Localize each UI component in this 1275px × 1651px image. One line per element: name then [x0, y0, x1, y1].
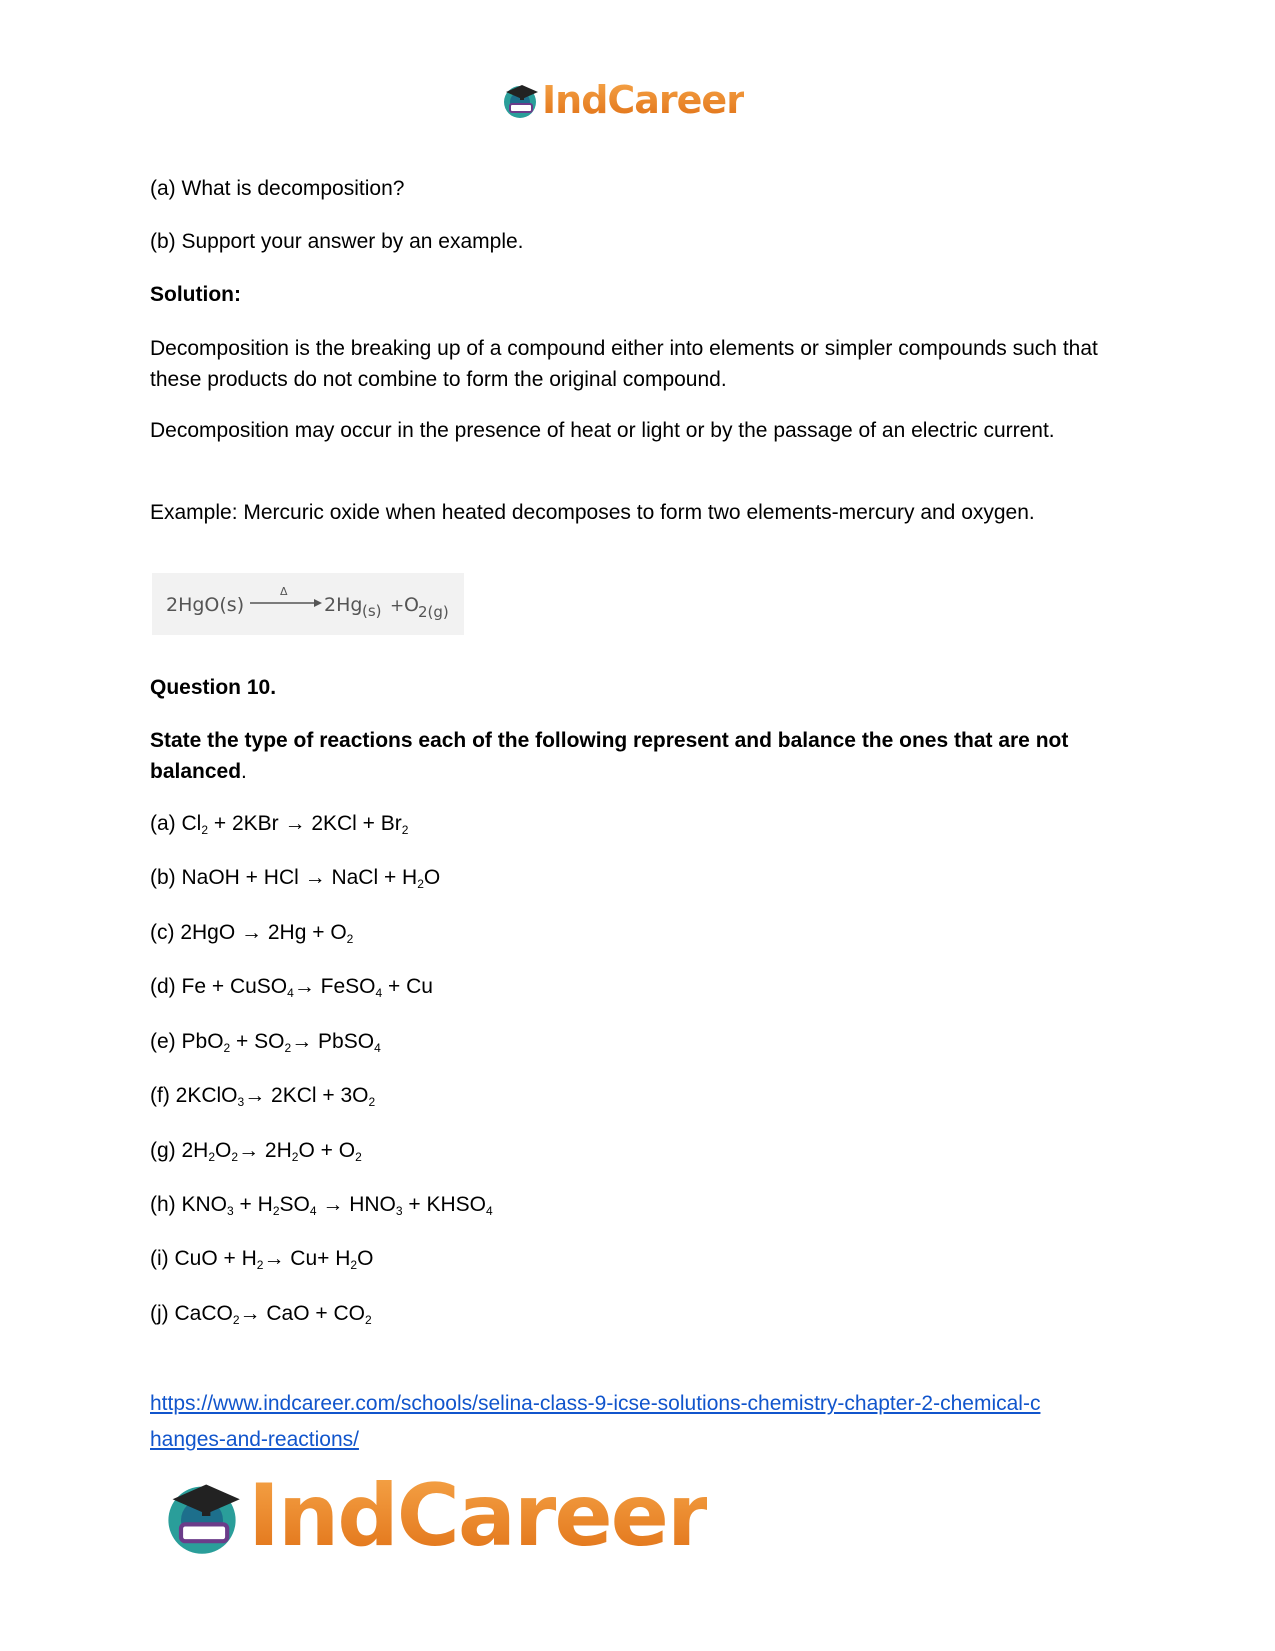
- logo-wordmark: IndCareer: [248, 1466, 708, 1566]
- reaction-item: [150, 917, 1130, 948]
- reaction-text: NaOH + HCl → NaCl + H: [175, 866, 418, 889]
- reaction-item: [150, 862, 1130, 893]
- reaction-item: [150, 1298, 1130, 1329]
- reaction-item: [150, 1080, 1130, 1111]
- equation-plus: +: [390, 596, 405, 616]
- reaction-label: (c): [150, 921, 175, 944]
- header-logo: [500, 78, 744, 122]
- reaction-label: (i): [150, 1247, 169, 1270]
- reaction-subscript: 2: [350, 1258, 358, 1272]
- reaction-text: → FeSO: [293, 975, 376, 998]
- reaction-subscript: 2: [284, 1041, 292, 1055]
- equation-condition: Δ: [280, 585, 288, 598]
- reaction-text: + SO: [230, 1030, 285, 1053]
- question-10-title: Question 10.: [150, 676, 277, 699]
- reaction-text: O: [357, 1247, 374, 1270]
- reaction-text: Fe + CuSO: [175, 975, 288, 998]
- question-10-prompt-end: .: [241, 760, 247, 783]
- reaction-item: [150, 808, 1130, 839]
- reaction-text: 2HgO → 2Hg + O: [174, 921, 347, 944]
- reaction-subscript: 3: [395, 1204, 403, 1218]
- reaction-subscript: 4: [486, 1204, 493, 1218]
- graduation-cap-globe-icon: [500, 80, 540, 120]
- reaction-subscript: 4: [375, 986, 383, 1000]
- reaction-text: + H: [233, 1193, 273, 1216]
- reaction-label: (g): [150, 1139, 176, 1162]
- source-link-line-2: hanges-and-reactions/: [150, 1428, 359, 1451]
- reaction-text: O + O: [298, 1139, 356, 1162]
- decomposition-equation-image: [152, 573, 464, 635]
- question-10-prompt-text: State the type of reactions each of the following represent and balance the ones that are not balanced: [150, 729, 1069, 783]
- reaction-text: KNO: [175, 1193, 228, 1216]
- solution-paragraph: Decomposition may occur in the presence of heat or light or by the passage of an electric current.: [150, 419, 1055, 442]
- reaction-subscript: 2: [232, 1313, 240, 1327]
- source-link-line-1: https://www.indcareer.com/schools/selina-class-9-icse-solutions-chemistry-chapter-2-chemical-c: [150, 1392, 1041, 1415]
- reaction-subscript: 4: [374, 1041, 381, 1055]
- reaction-text: + 2KBr → 2KCl + Br: [208, 812, 402, 835]
- solution-paragraph: Decomposition is the breaking up of a compound either into elements or simpler compounds such that these products do not combine to form the original compound.: [150, 337, 1098, 391]
- footer-logo: [160, 1466, 707, 1566]
- reaction-text: 2KClO: [169, 1084, 238, 1107]
- reaction-item: [150, 1026, 1130, 1057]
- reaction-text: → PbSO: [291, 1030, 375, 1053]
- equation-product-2: O: [404, 594, 419, 616]
- equation-product-1: 2Hg: [324, 594, 363, 616]
- reaction-text: → HNO: [316, 1193, 396, 1216]
- reaction-subscript: 2: [346, 932, 354, 946]
- reaction-subscript: 2: [368, 1095, 376, 1109]
- reaction-subscript: 2: [417, 877, 424, 891]
- reaction-subscript: 2: [208, 1150, 216, 1164]
- reaction-item: [150, 971, 1130, 1002]
- reaction-text: PbO: [175, 1030, 224, 1053]
- reaction-subscript: 3: [227, 1204, 234, 1218]
- equation-product-1-state: (s): [362, 602, 382, 620]
- reaction-text: + KHSO: [402, 1193, 487, 1216]
- question-part-b: (b) Support your answer by an example.: [150, 230, 524, 253]
- reaction-label: (j): [150, 1302, 169, 1325]
- reaction-subscript: 2: [355, 1150, 362, 1164]
- reaction-text: → 2KCl + 3O: [244, 1084, 369, 1107]
- solution-label: Solution:: [150, 283, 241, 306]
- question-10-prompt: [150, 725, 1130, 787]
- reaction-arrow-head: [314, 599, 322, 607]
- reaction-text: + Cu: [382, 975, 433, 998]
- reaction-text: Cl: [175, 812, 202, 835]
- equation-product-2-sub: 2(g): [418, 603, 449, 621]
- reaction-subscript: 4: [309, 1204, 317, 1218]
- graduation-cap-globe-icon: [160, 1474, 244, 1558]
- reaction-subscript: 2: [291, 1150, 299, 1164]
- reaction-subscript: 2: [201, 823, 209, 837]
- example-paragraph: Example: Mercuric oxide when heated decomposes to form two elements-mercury and oxygen.: [150, 501, 1035, 524]
- reaction-text: O: [215, 1139, 232, 1162]
- reaction-label: (a): [150, 812, 176, 835]
- reaction-label: (d): [150, 975, 176, 998]
- reaction-label: (b): [150, 866, 176, 889]
- reaction-subscript: 2: [231, 1150, 239, 1164]
- source-link[interactable]: [150, 1386, 1130, 1458]
- reaction-subscript: 2: [223, 1041, 231, 1055]
- reaction-subscript: 2: [364, 1313, 372, 1327]
- reaction-text: → CaO + CO: [239, 1302, 365, 1325]
- reaction-subscript: 2: [401, 823, 409, 837]
- reaction-text: SO: [279, 1193, 310, 1216]
- reaction-text: O: [423, 866, 441, 889]
- reaction-text: CuO + H: [168, 1247, 257, 1270]
- reaction-item: [150, 1135, 1130, 1166]
- reaction-text: 2H: [175, 1139, 209, 1162]
- reaction-label: (e): [150, 1030, 176, 1053]
- question-part-a: (a) What is decomposition?: [150, 177, 405, 200]
- equation-reactant: 2HgO(s): [166, 594, 245, 616]
- reaction-subscript: 3: [237, 1095, 245, 1109]
- logo-wordmark: IndCareer: [542, 78, 744, 122]
- reaction-subscript: 2: [256, 1258, 264, 1272]
- reaction-label: (f): [150, 1084, 170, 1107]
- reaction-item: [150, 1243, 1130, 1274]
- reaction-text: → Cu+ H: [263, 1247, 351, 1270]
- reaction-text: → 2H: [238, 1139, 292, 1162]
- reaction-text: CaCO: [168, 1302, 233, 1325]
- reaction-item: [150, 1189, 1130, 1220]
- reaction-subscript: 2: [272, 1204, 280, 1218]
- reaction-subscript: 4: [287, 986, 294, 1000]
- reaction-label: (h): [150, 1193, 176, 1216]
